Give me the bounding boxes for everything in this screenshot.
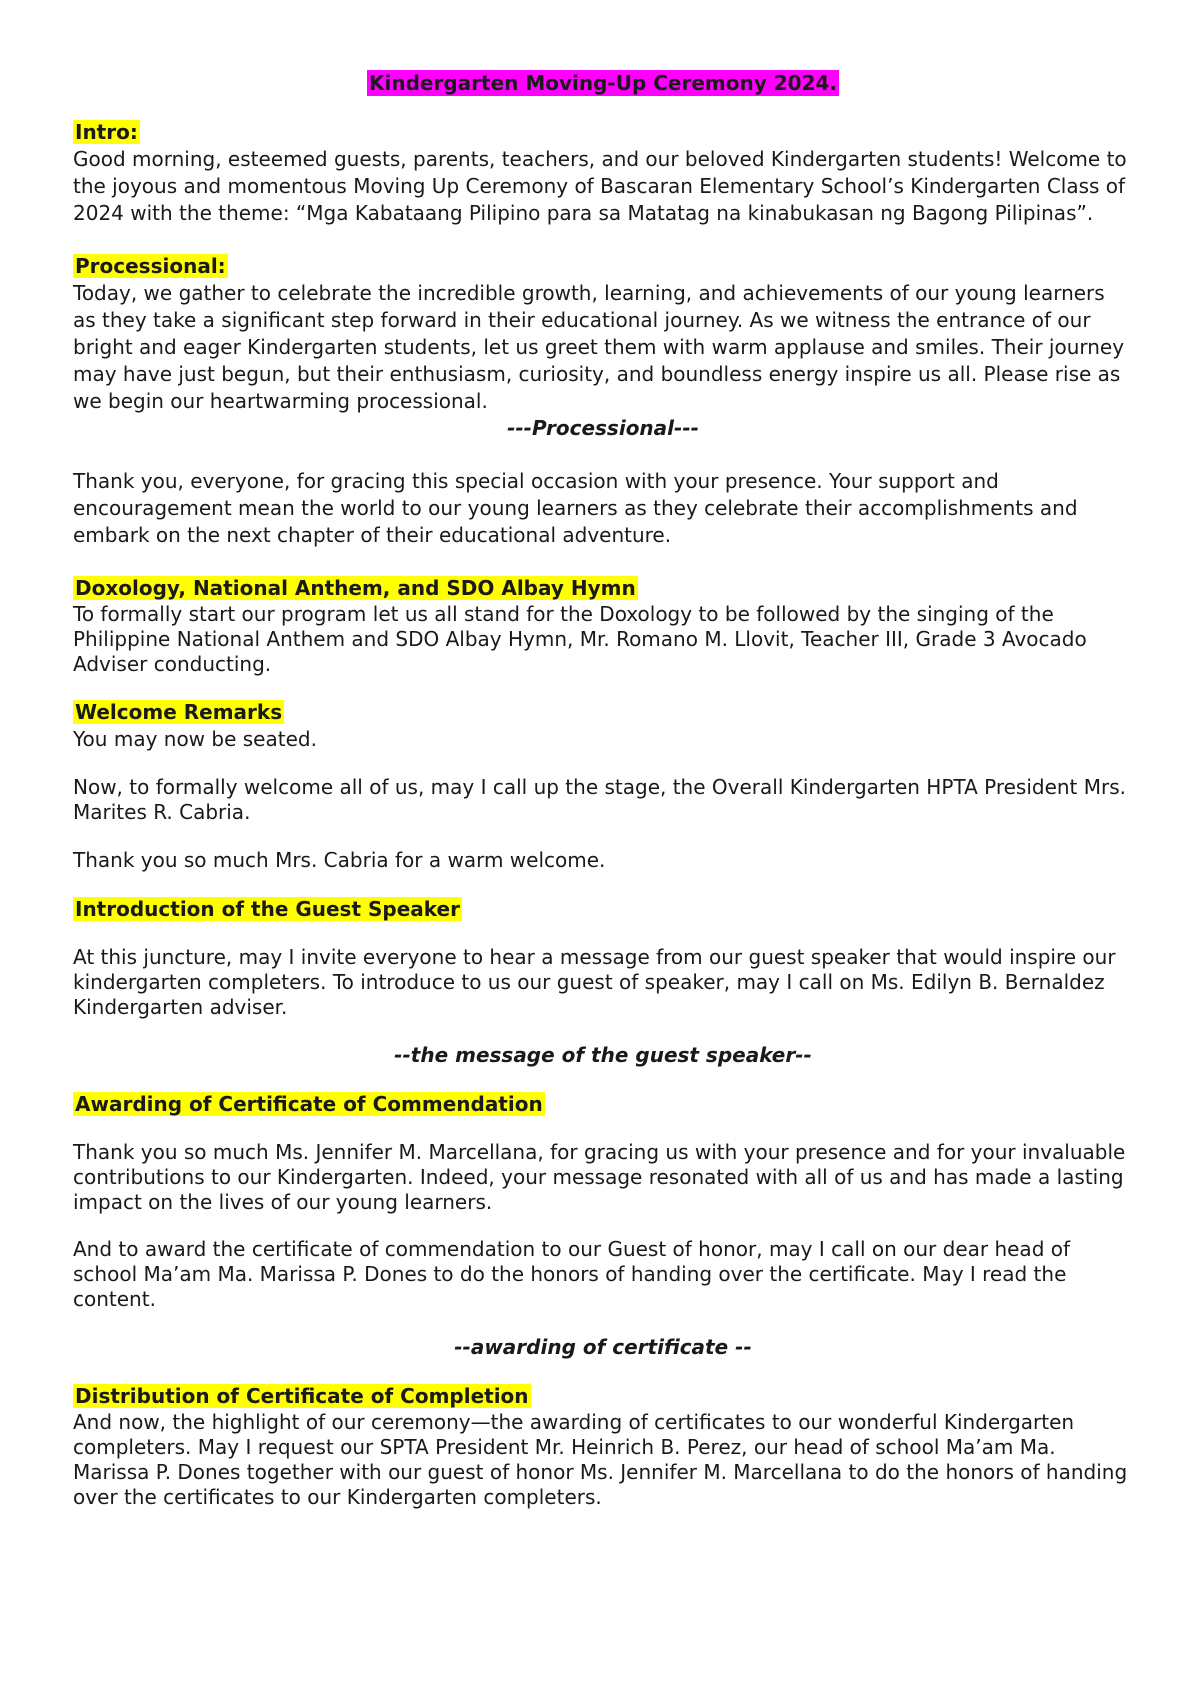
commendation-award: And to award the certificate of commendation to our Guest of honor, may I call on our dear head of school Ma’am Ma. Marissa P. Dones to do the honors of handing over the certificate. May I read the content. xyxy=(73,1237,1071,1311)
guest-heading-text: Introduction of the Guest Speaker xyxy=(75,897,460,921)
intro-heading xyxy=(73,119,1133,146)
welcome-seated: You may now be seated. xyxy=(73,727,317,751)
spacer xyxy=(73,227,1133,253)
welcome-call: Now, to formally welcome all of us, may I call up the stage, the Overall Kindergarten HPTA President Mrs. Marites R. Cabria. xyxy=(73,775,1127,824)
doxology-paragraph: To formally start our program let us all stand for the Doxology to be followed by the singing of the Philippine National Anthem and SDO Albay Hymn, Mr. Romano M. Llovit, Teacher III, Grade 3 Avocado Adviser conducting. xyxy=(73,602,1087,676)
guest-paragraph: At this juncture, may I invite everyone to hear a message from our guest speaker that would inspire our kindergarten completers. To introduce to us our guest of speaker, may I call on Ms. Edilyn B. Bernaldez Kindergarten adviser. xyxy=(73,945,1116,1019)
spacer xyxy=(73,1069,1133,1091)
processional-heading xyxy=(73,253,1133,280)
guest-heading xyxy=(73,896,1133,923)
title-text: Kindergarten Moving-Up Ceremony 2024. xyxy=(369,71,837,95)
document-title xyxy=(73,70,1133,97)
intro-paragraph: Good morning, esteemed guests, parents, teachers, and our beloved Kindergarten students! Welcome to the joyous and momentous Moving Up Ceremony of Bascaran Elementary School’s Kindergarten Class of 2024 with the theme: “Mga Kabataang Pilipino para sa Matatag na kinabukasan ng Bagong Pilipinas”. xyxy=(73,147,1127,225)
doxology-heading-text: Doxology, National Anthem, and SDO Albay Hymn xyxy=(75,576,636,600)
welcome-heading-text: Welcome Remarks xyxy=(75,700,283,724)
completion-heading-text: Distribution of Certificate of Completion xyxy=(75,1384,529,1408)
spacer xyxy=(73,825,1133,847)
spacer xyxy=(73,874,1133,896)
processional-thanks-paragraph: Thank you, everyone, for gracing this special occasion with your presence. Your support and encouragement mean the world to our young learners as they celebrate their accomplishments and embark on the next chapter of their educational adventure. xyxy=(73,469,1078,547)
completion-heading xyxy=(73,1383,1133,1410)
doxology-heading xyxy=(73,575,1133,602)
spacer xyxy=(73,442,1133,468)
spacer xyxy=(73,1361,1133,1383)
spacer xyxy=(73,1118,1133,1140)
spacer xyxy=(73,1215,1133,1237)
spacer xyxy=(73,753,1133,775)
commendation-marker: --awarding of certificate -- xyxy=(454,1335,752,1359)
completion-paragraph: And now, the highlight of our ceremony—the awarding of certificates to our wonderful Kindergarten completers. May I request our SPTA President Mr. Heinrich B. Perez, our head of school Ma’am Ma. Marissa P. Dones together with our guest of honor Ms. Jennifer M. Marcellana to do the honors of handing over the certificates to our Kindergarten completers. xyxy=(73,1410,1128,1509)
commendation-thanks: Thank you so much Ms. Jennifer M. Marcellana, for gracing us with your presence and for your invaluable contributions to our Kindergarten. Indeed, your message resonated with all of us and has made a lasting impact on the lives of our young learners. xyxy=(73,1140,1126,1214)
welcome-thanks: Thank you so much Mrs. Cabria for a warm welcome. xyxy=(73,848,606,872)
processional-paragraph: Today, we gather to celebrate the incredible growth, learning, and achievements of our young learners as they take a significant step forward in their educational journey. As we witness the entrance of our bright and eager Kindergarten students, let us greet them with warm applause and smiles. Their journey may have just begun, but their enthusiasm, curiosity, and boundless energy inspire us all. Please rise as we begin our heartwarming processional. xyxy=(73,281,1125,413)
intro-heading-text: Intro: xyxy=(75,120,138,144)
guest-marker: --the message of the guest speaker-- xyxy=(394,1043,812,1067)
commendation-heading xyxy=(73,1091,1133,1118)
welcome-heading xyxy=(73,699,1133,726)
processional-heading-text: Processional: xyxy=(75,254,226,278)
processional-marker: ---Processional--- xyxy=(507,416,699,440)
spacer xyxy=(73,677,1133,699)
spacer xyxy=(73,549,1133,575)
spacer xyxy=(73,1020,1133,1042)
document-page xyxy=(73,70,1133,1510)
spacer xyxy=(73,1312,1133,1334)
commendation-heading-text: Awarding of Certificate of Commendation xyxy=(75,1092,543,1116)
spacer xyxy=(73,923,1133,945)
